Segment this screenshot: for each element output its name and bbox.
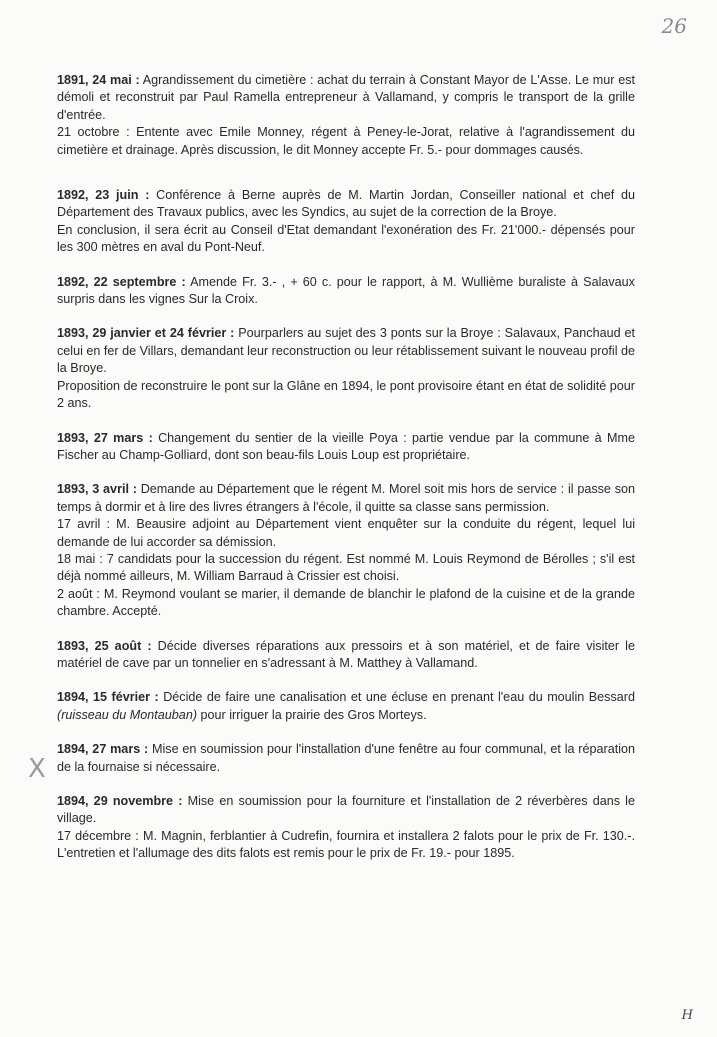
entry-1891-05-24	[57, 72, 635, 159]
entry-paragraph	[57, 793, 635, 828]
entry-date: 1893, 3 avril :	[57, 482, 137, 497]
entry-1893-08-25	[57, 638, 635, 673]
margin-mark: X	[28, 754, 46, 784]
entry-text: Changement du sentier de la vieille Poya : partie vendue par la commune à Mme Fischer au Champ-Golliard, dont son beau-fils Louis Loup est propriétaire.	[57, 430, 635, 462]
entry-paragraph	[57, 638, 635, 673]
entry-date: 1891, 24 mai :	[57, 73, 140, 87]
entry-1894-02-15	[57, 689, 635, 724]
entry-paragraph	[57, 72, 635, 124]
entry-1893-01-29	[57, 325, 635, 412]
entry-paragraph	[57, 481, 635, 516]
entry-date: 1892, 22 septembre :	[57, 274, 186, 289]
entry-text: Amende Fr. 3.- , + 60 c. pour le rapport, à M. Wullième buraliste à Salavaux surpris dans les vignes Sur la Croix.	[57, 274, 635, 307]
page-number: 26	[661, 14, 687, 38]
entry-1892-06-23	[57, 187, 635, 257]
footer-mark: H	[681, 1008, 693, 1023]
entry-text: Pourparlers au sujet des 3 ponts sur la Broye : Salavaux, Panchaud et celui en fer de Villars, demandant leur reconstruction ou leur rétablissement suivant le nouveau profil de la Broye.	[57, 326, 636, 376]
entry-1893-04-03	[57, 481, 635, 620]
entry-text: Décide de faire une canalisation et une écluse en prenant l'eau du moulin Bessard	[158, 690, 635, 705]
entry-text-italic: (ruisseau du Montauban)	[57, 707, 198, 722]
entry-date: 1894, 27 mars :	[57, 742, 149, 757]
entry-date: 1894, 15 février :	[57, 690, 159, 705]
entry-paragraph: 17 décembre : M. Magnin, ferblantier à Cudrefin, fournira et installera 2 falots pour le prix de Fr. 130.-. L'entretien et l'allumage des dits falots est remis pour le prix de Fr. 19.- pour 1895.	[57, 828, 635, 861]
entry-paragraph: Proposition de reconstruire le pont sur la Glâne en 1894, le pont provisoire étant en état de solidité pour 2 ans.	[57, 378, 635, 411]
entry-paragraph: 17 avril : M. Beausire adjoint au Département vient enquêter sur la conduite du régent, lequel lui demande de lui accorder sa démission.	[57, 517, 635, 549]
entry-paragraph	[57, 741, 635, 776]
entry-paragraph	[57, 325, 635, 377]
entry-1892-09-22	[57, 274, 635, 309]
entry-date: 1893, 29 janvier et 24 février :	[57, 326, 235, 341]
entry-paragraph: 2 août : M. Reymond voulant se marier, il demande de blanchir le plafond de la cuisine et de la grande chambre. Accepté.	[57, 586, 635, 619]
entry-1894-03-27	[57, 741, 635, 776]
entry-paragraph	[57, 689, 635, 724]
entry-1894-11-29	[57, 793, 635, 863]
entry-paragraph	[57, 274, 635, 309]
entry-paragraph	[57, 187, 635, 222]
entry-date: 1894, 29 novembre :	[57, 794, 183, 808]
entry-text: Décide diverses réparations aux pressoirs et à son matériel, et de faire visiter le matériel de cave par un tonnelier en s'adressant à M. Matthey à Vallamand.	[57, 638, 635, 670]
entry-paragraph	[57, 430, 635, 465]
entry-date: 1893, 25 août :	[57, 638, 152, 653]
entry-date: 1893, 27 mars :	[57, 430, 153, 445]
entry-text: pour irriguer la prairie des Gros Morteys.	[197, 707, 427, 722]
entry-text: Demande au Département que le régent M. Morel soit mis hors de service : il passe son temps à dormir et à lire des livres étrangers à l'école, il quitte sa classe sans permission.	[57, 482, 635, 514]
entry-date: 1892, 23 juin :	[57, 188, 150, 203]
entry-1893-03-27	[57, 430, 635, 465]
entry-paragraph: En conclusion, il sera écrit au Conseil d'Etat demandant l'exonération des Fr. 21'000.- dépensés pour les 300 mètres en aval du Pont-Neuf.	[57, 222, 635, 255]
entry-text: Agrandissement du cimetière : achat du terrain à Constant Mayor de L'Asse. Le mur est démoli et reconstruit par Paul Ramella entrepreneur à Vallamand, y compris le transport de la grille d'entrée.	[57, 73, 635, 122]
document-body	[57, 72, 635, 880]
entry-text: Mise en soumission pour l'installation d'une fenêtre au four communal, et la réparation de la fournaise si nécessaire.	[57, 742, 636, 774]
entry-text: Conférence à Berne auprès de M. Martin Jordan, Conseiller national et chef du Département des Travaux publics, avec les Syndics, au sujet de la correction de la Broye.	[57, 188, 635, 220]
entry-paragraph: 18 mai : 7 candidats pour la succession du régent. Est nommé M. Louis Reymond de Bérolles ; s'il est déjà nommé ailleurs, M. William Barraud à Crissier est choisi.	[57, 551, 635, 584]
entry-paragraph: 21 octobre : Entente avec Emile Monney, régent à Peney-le-Jorat, relative à l'agrandissement du cimetière et drainage. Après discussion, le dit Monney accepte Fr. 5.- pour dommages causés.	[57, 125, 635, 157]
entry-text: Mise en soumission pour la fourniture et l'installation de 2 réverbères dans le village.	[57, 794, 635, 826]
